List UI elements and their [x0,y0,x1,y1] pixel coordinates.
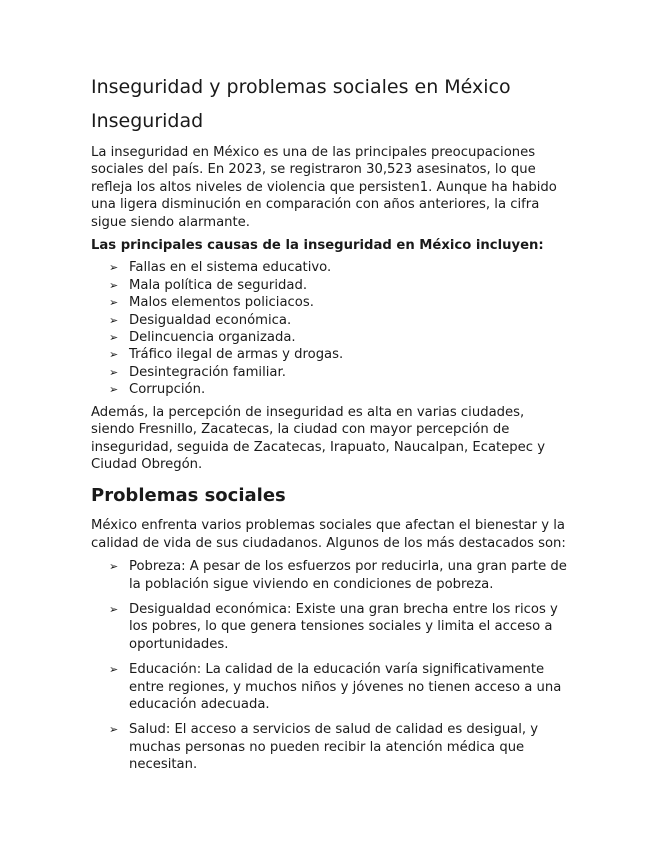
section-heading-problemas-sociales: Problemas sociales [91,485,286,507]
list-item [109,312,571,329]
list-item-text: Desigualdad económica: Existe una gran brecha entre los ricos y los pobres, lo que genera tensiones sociales y limita el acceso a oportunidades. [129,601,558,652]
arrowhead-bullet-icon: ➢ [109,602,119,616]
list-item-text: Mala política de seguridad. [129,277,308,293]
list-item [109,558,571,593]
arrowhead-bullet-icon: ➢ [109,348,119,362]
arrowhead-bullet-icon: ➢ [109,383,119,397]
list-item-text: Fallas en el sistema educativo. [129,260,332,276]
section-heading-inseguridad: Inseguridad [91,110,204,132]
list-item-text: Desintegración familiar. [129,364,286,380]
arrowhead-bullet-icon: ➢ [109,365,119,379]
list-item [109,661,571,713]
arrowhead-bullet-icon: ➢ [109,663,119,677]
arrowhead-bullet-icon: ➢ [109,313,119,327]
arrowhead-bullet-icon: ➢ [109,261,119,275]
list-item [109,601,571,653]
arrowhead-bullet-icon: ➢ [109,560,119,574]
list-item-text: Corrupción. [129,382,206,398]
list-item-text: Delincuencia organizada. [129,330,296,346]
list-item [109,721,571,773]
arrowhead-bullet-icon: ➢ [109,723,119,737]
arrowhead-bullet-icon: ➢ [109,278,119,292]
list-item [109,329,571,346]
inseguridad-intro-paragraph: La inseguridad en México es una de las principales preocupaciones sociales del país. En 2023, se registraron 30,523 asesinatos, lo que refleja los altos niveles de violencia que persisten1. Aunque ha habido una ligera disminución en comparación con años anteriores, la cifra sigue siendo alarmante. [91,145,557,230]
list-item-text: Educación: La calidad de la educación varía significativamente entre regiones, y muchos niños y jóvenes no tienen acceso a una educación adecuada. [129,662,562,712]
causes-heading: Las principales causas de la inseguridad en México incluyen: [91,238,544,254]
document-title: Inseguridad y problemas sociales en México [91,76,511,98]
arrowhead-bullet-icon: ➢ [109,331,119,345]
list-item [109,346,571,363]
list-item-text: Salud: El acceso a servicios de salud de calidad es desigual, y muchas personas no pueden recibir la atención médica que necesitan. [129,722,539,773]
list-item-text: Tráfico ilegal de armas y drogas. [129,347,344,363]
list-item-text: Desigualdad económica. [129,312,292,328]
arrowhead-bullet-icon: ➢ [109,296,119,310]
list-item [109,381,571,398]
list-item [109,277,571,294]
list-item [109,259,571,276]
document-page [91,74,571,782]
problemas-intro-paragraph: México enfrenta varios problemas sociales que afectan el bienestar y la calidad de vida de sus ciudadanos. Algunos de los más destacados son: [91,518,566,551]
list-item [109,364,571,381]
list-item-text: Pobreza: A pesar de los esfuerzos por reducirla, una gran parte de la población sigue viviendo en condiciones de pobreza. [129,559,567,592]
list-item [109,294,571,311]
list-item-text: Malos elementos policiacos. [129,295,314,311]
problems-list [109,558,571,773]
perception-paragraph: Además, la percepción de inseguridad es alta en varias ciudades, siendo Fresnillo, Zacatecas, la ciudad con mayor percepción de inseguridad, seguida de Zacatecas, Irapuato, Naucalpan, Ecatepec y Ciudad Obregón. [91,404,546,472]
causes-list [109,259,571,398]
